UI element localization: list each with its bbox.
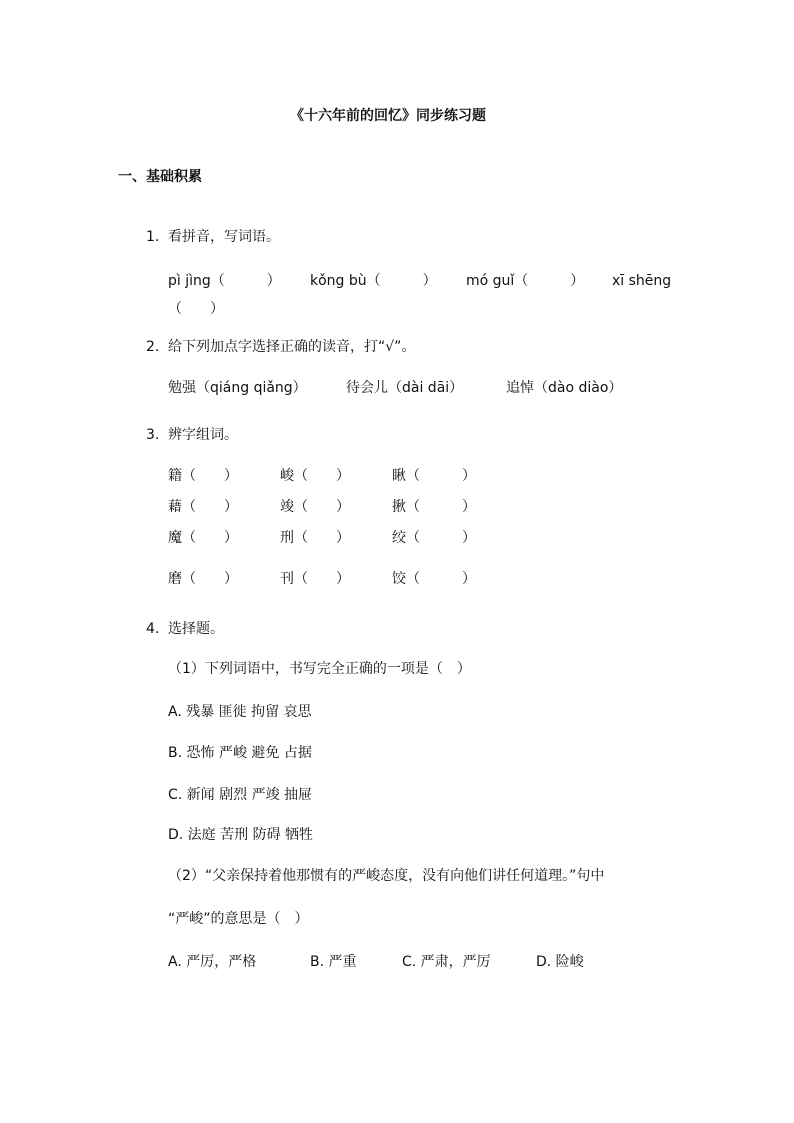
- q3-cell: 籍（ ）: [168, 468, 238, 484]
- q1-item-3: mó guǐ（ ）: [466, 273, 585, 289]
- q4-prompt: 选择题。: [168, 621, 224, 637]
- q3-number: 3.: [146, 427, 160, 443]
- q3-cell: 饺（ ）: [392, 571, 476, 587]
- q4-sub1-option-b: B. 恐怖 严峻 避免 占据: [168, 745, 312, 761]
- q1-item-4: xī shēng: [612, 273, 672, 289]
- q4-sub1-stem: （1）下列词语中，书写完全正确的一项是（ ）: [168, 661, 471, 677]
- q3-cell: 峻（ ）: [280, 468, 350, 484]
- q3-cell: 瞅（ ）: [392, 468, 476, 484]
- q3-cell: 揪（ ）: [392, 499, 476, 515]
- q4-sub1-option-d: D. 法庭 苦刑 防碍 牺牲: [168, 827, 314, 843]
- q4-sub2-option-d: D. 险峻: [536, 954, 584, 970]
- q4-sub2-stem-line2: “严峻”的意思是（ ）: [168, 911, 309, 927]
- section-heading-basics: 一、基础积累: [118, 169, 202, 185]
- q3-row-3: [168, 529, 528, 547]
- q3-row-1: [168, 467, 528, 485]
- q3-row-4: [168, 570, 528, 588]
- q2-item-1: 勉强（qiáng qiǎng）: [168, 380, 307, 396]
- q3-cell: 绞（ ）: [392, 530, 476, 546]
- q3-cell: 刑（ ）: [280, 530, 350, 546]
- q4-sub1-option-c: C. 新闻 剧烈 严竣 抽屉: [168, 787, 313, 803]
- q2-prompt: 给下列加点字选择正确的读音，打“√”。: [168, 339, 416, 355]
- q3-cell: 磨（ ）: [168, 571, 238, 587]
- q4-sub2-stem-line1: （2）“父亲保持着他那惯有的严峻态度，没有向他们讲任何道理。”句中: [168, 868, 605, 884]
- q1-prompt: 看拼音，写词语。: [168, 229, 280, 245]
- q1-item-2: kǒng bù（ ）: [310, 273, 437, 289]
- q3-cell: 刊（ ）: [280, 571, 350, 587]
- q2-number: 2.: [146, 339, 160, 355]
- q1-item-4-blank: （ ）: [168, 301, 224, 317]
- q3-row-2: [168, 498, 528, 516]
- q1-number: 1.: [146, 229, 160, 245]
- q4-sub2-option-c: C. 严肃，严厉: [402, 954, 491, 970]
- q4-number: 4.: [146, 621, 160, 637]
- q4-sub2-option-a: A. 严厉，严格: [168, 954, 257, 970]
- q2-item-2: 待会儿（dài dāi）: [346, 380, 464, 396]
- q4-sub1-option-a: A. 残暴 匪徙 拘留 哀思: [168, 704, 312, 720]
- q3-prompt: 辨字组词。: [168, 427, 238, 443]
- q1-item-1: pì jìng（ ）: [168, 273, 281, 289]
- q4-sub2-option-b: B. 严重: [310, 954, 357, 970]
- q3-cell: 藉（ ）: [168, 499, 238, 515]
- page-title: 《十六年前的回忆》同步练习题: [290, 108, 486, 124]
- q3-cell: 魔（ ）: [168, 530, 238, 546]
- q3-cell: 竣（ ）: [280, 499, 350, 515]
- q2-item-3: 追悼（dào diào）: [506, 380, 623, 396]
